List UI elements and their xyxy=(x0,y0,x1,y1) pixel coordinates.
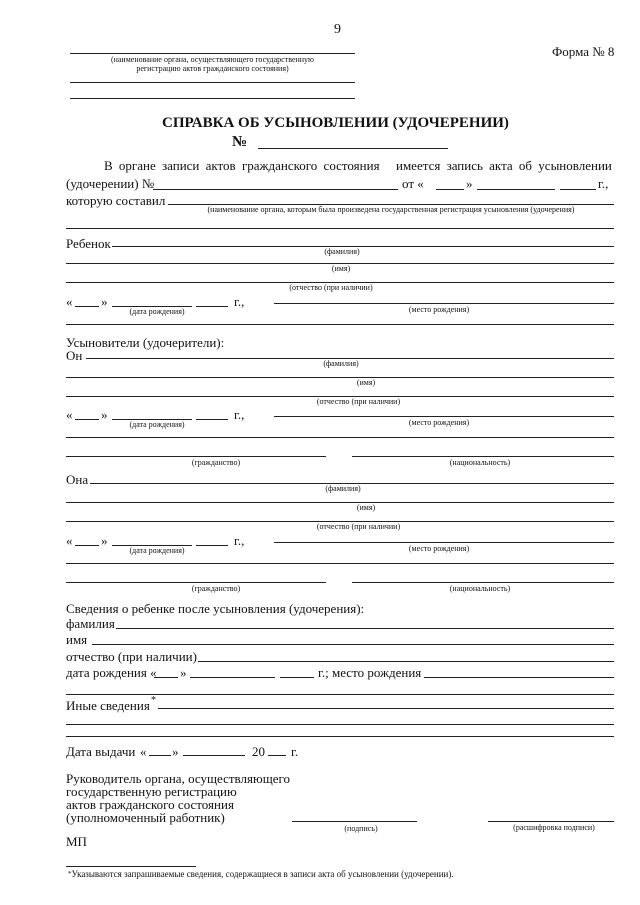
she-day-line xyxy=(75,545,99,546)
she-name-caption: (имя) xyxy=(356,503,376,512)
he-patronymic-caption: (отчество (при наличии) xyxy=(316,397,401,406)
she-birth-date-caption: (дата рождения) xyxy=(129,546,185,555)
signatory-line-4: (уполномоченный работник) xyxy=(66,810,225,825)
he-citizenship-line xyxy=(66,456,326,457)
footnote-asterisk: * xyxy=(68,870,72,878)
she-birth-place-line xyxy=(274,542,614,543)
she-citizenship-caption: (гражданство) xyxy=(191,584,241,593)
intro-quote-close: » xyxy=(466,176,473,191)
after-patronymic-label: отчество (при наличии) xyxy=(66,649,197,664)
number-line xyxy=(258,148,448,149)
header-caption-1: (наименование органа, осуществляющего государственную xyxy=(110,55,315,64)
footnote-separator xyxy=(66,866,196,867)
he-extra-line xyxy=(66,437,614,438)
he-surname-caption: (фамилия) xyxy=(323,359,359,368)
issue-century: 20 xyxy=(252,744,265,759)
intro-text-left: В органе записи актов гражданского состояния xyxy=(104,158,380,173)
record-number-line xyxy=(153,189,398,190)
header-org-line xyxy=(70,53,355,54)
he-date-open: « xyxy=(66,407,73,422)
child-birth-place-caption: (место рождения) xyxy=(408,305,470,314)
after-day-line xyxy=(154,677,178,678)
child-date-close: » xyxy=(101,294,108,309)
child-patronymic-caption: (отчество (при наличии) xyxy=(289,283,373,292)
compiled-by-line-2 xyxy=(66,228,614,229)
he-year: г., xyxy=(234,407,245,422)
after-name-label: имя xyxy=(66,632,88,647)
header-line-2 xyxy=(70,82,355,83)
after-birth-date-label: дата рождения « xyxy=(66,665,157,680)
footnote-body: Указываются запрашиваемые сведения, содержащиеся в записи акта об усыновлении (удочерении). xyxy=(71,869,454,879)
header-line-3 xyxy=(70,98,355,99)
issue-day-line xyxy=(149,755,171,756)
issue-date-label: Дата выдачи xyxy=(66,744,136,759)
after-surname-label: фамилия xyxy=(66,616,115,631)
from-month-line xyxy=(477,189,555,190)
compiled-by-caption: (наименование органа, которым была произведена государственная регистрация усыновления (удочерения) xyxy=(207,205,575,214)
signatory-line-1: Руководитель органа, осуществляющего xyxy=(66,771,290,786)
after-year-line xyxy=(280,677,314,678)
after-surname-line xyxy=(116,628,614,629)
she-patronymic-caption: (отчество (при наличии) xyxy=(316,522,401,531)
child-birth-date-caption: (дата рождения) xyxy=(129,307,185,316)
child-extra-line xyxy=(66,324,614,325)
from-day-line xyxy=(436,189,464,190)
she-birth-place-caption: (место рождения) xyxy=(408,544,470,553)
page-number: 9 xyxy=(334,22,341,37)
compiled-by-label: которую составил xyxy=(66,193,166,208)
after-adoption-label: Сведения о ребенке после усыновления (удочерения): xyxy=(66,601,365,616)
from-year-line xyxy=(560,189,596,190)
intro-from: от « xyxy=(402,176,424,191)
after-month-line xyxy=(190,677,275,678)
adopters-label: Усыновители (удочерители): xyxy=(66,335,225,350)
child-surname-caption: (фамилия) xyxy=(324,247,360,256)
intro-record-number-label: (удочерении) № xyxy=(66,176,155,191)
signatory-line-2: государственную регистрацию xyxy=(66,784,237,799)
she-surname-caption: (фамилия) xyxy=(325,484,361,493)
footnote-text xyxy=(68,869,454,880)
other-info-label: Иные сведения xyxy=(66,698,150,713)
issue-date-open: « xyxy=(140,744,147,759)
she-nationality-caption: (национальность) xyxy=(449,584,511,593)
he-nationality-caption: (национальность) xyxy=(449,458,511,467)
issue-year: г. xyxy=(291,744,299,759)
child-label: Ребенок xyxy=(66,236,111,251)
other-info-line-2 xyxy=(66,724,614,725)
after-patronymic-line xyxy=(198,661,614,662)
she-label: Она xyxy=(66,472,89,487)
he-label: Он xyxy=(66,348,83,363)
issue-month-line xyxy=(183,755,245,756)
signature-caption: (подпись) xyxy=(344,824,378,833)
signatory-line-3: актов гражданского состояния xyxy=(66,797,234,812)
she-citizenship-line xyxy=(66,582,326,583)
he-day-line xyxy=(75,419,99,420)
document-title: СПРАВКА ОБ УСЫНОВЛЕНИИ (УДОЧЕРЕНИИ) xyxy=(162,115,509,131)
he-birth-place-line xyxy=(274,416,614,417)
she-nationality-line xyxy=(352,582,614,583)
after-birth-place-line xyxy=(424,677,614,678)
she-year: г., xyxy=(234,533,245,548)
intro-year: г., xyxy=(598,176,609,191)
intro-text-right: имеется запись акта об усыновлении xyxy=(396,158,612,173)
issue-year-line xyxy=(268,755,286,756)
stamp-label: МП xyxy=(66,834,87,849)
child-birth-place-line xyxy=(274,303,614,304)
child-date-open: « xyxy=(66,294,73,309)
signature-line xyxy=(292,821,417,822)
child-year: г., xyxy=(234,294,245,309)
he-birth-place-caption: (место рождения) xyxy=(408,418,470,427)
other-info-line-1 xyxy=(158,708,614,709)
he-date-close: » xyxy=(101,407,108,422)
form-label: Форма № 8 xyxy=(552,44,615,59)
after-extra-line xyxy=(66,694,614,695)
she-extra-line xyxy=(66,563,614,564)
other-info-asterisk: * xyxy=(151,695,156,706)
header-caption-2: регистрацию актов гражданского состояния) xyxy=(136,64,289,73)
he-name-caption: (имя) xyxy=(356,378,376,387)
he-citizenship-caption: (гражданство) xyxy=(191,458,241,467)
decoding-line xyxy=(488,821,614,822)
issue-date-close: » xyxy=(172,744,179,759)
after-name-line xyxy=(92,644,614,645)
he-birth-date-caption: (дата рождения) xyxy=(129,420,185,429)
he-nationality-line xyxy=(352,456,614,457)
other-info-line-3 xyxy=(66,736,614,737)
number-sign: № xyxy=(232,134,248,150)
she-date-open: « xyxy=(66,533,73,548)
child-name-caption: (имя) xyxy=(331,264,351,273)
after-quote-close: » xyxy=(180,665,187,680)
after-year-place-label: г.; место рождения xyxy=(318,665,422,680)
decoding-caption: (расшифровка подписи) xyxy=(513,823,595,832)
she-date-close: » xyxy=(101,533,108,548)
child-day-line xyxy=(75,306,99,307)
